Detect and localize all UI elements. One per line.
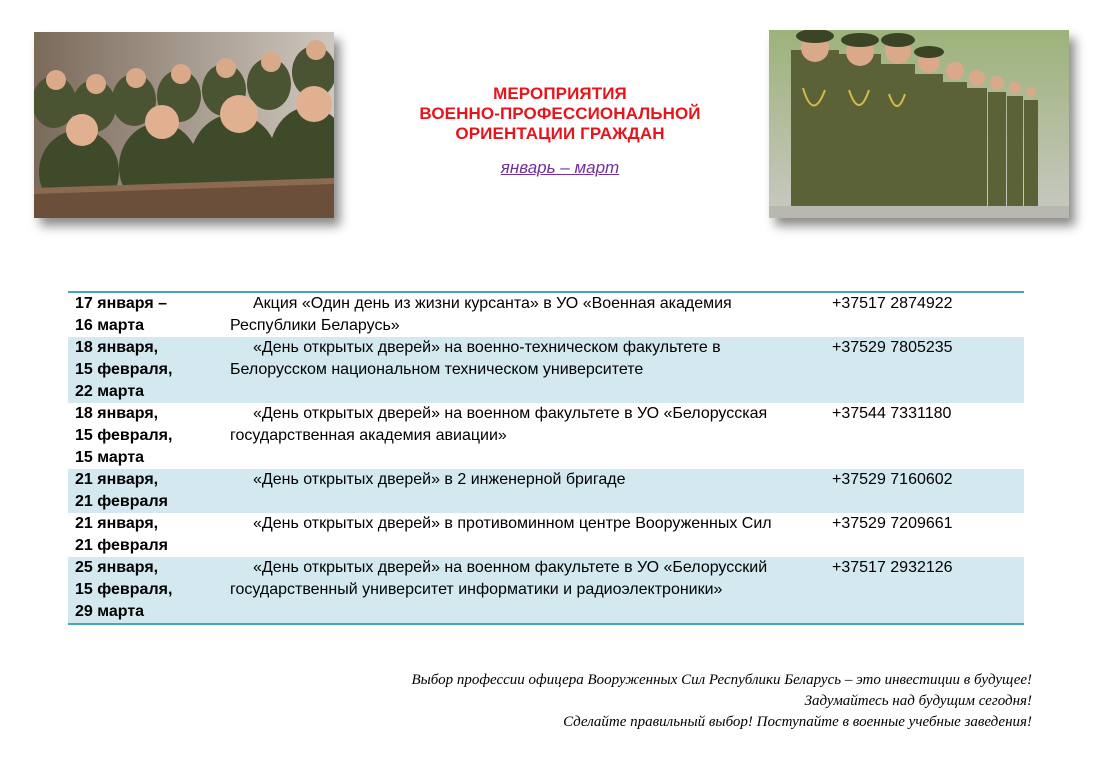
event-row bbox=[68, 557, 1024, 623]
period-link[interactable]: январь – март bbox=[500, 158, 620, 177]
event-dates: 18 января, 15 февраля, 22 марта bbox=[75, 339, 173, 400]
page-title-line-2: ВОЕННО-ПРОФЕССИОНАЛЬНОЙ bbox=[419, 104, 701, 123]
event-dates: 21 января, 21 февраля bbox=[75, 471, 168, 510]
cadets-auditorium-photo bbox=[34, 32, 334, 218]
event-row bbox=[68, 403, 1024, 469]
motto-line-2: Задумайтесь над будущим сегодня! bbox=[804, 693, 1032, 709]
event-phone: +37544 7331180 bbox=[832, 405, 952, 422]
event-row bbox=[68, 337, 1024, 403]
event-dates: 21 января, 21 февраля bbox=[75, 515, 168, 554]
officers-parade-photo bbox=[769, 30, 1069, 218]
motto-line-1: Выбор профессии офицера Вооруженных Сил Республики Беларусь – это инвестиции в будущее! bbox=[411, 672, 1032, 688]
event-description: «День открытых дверей» на военно-техническом факультете в Белорусском национальном техническом университете bbox=[230, 339, 721, 378]
page-header bbox=[360, 84, 760, 178]
page-title-line-3: ОРИЕНТАЦИИ ГРАЖДАН bbox=[455, 124, 665, 143]
event-phone: +37529 7209661 bbox=[832, 515, 953, 532]
event-row bbox=[68, 293, 1024, 337]
event-phone: +37529 7805235 bbox=[832, 339, 953, 356]
event-phone: +37517 2932126 bbox=[832, 559, 953, 576]
event-phone: +37517 2874922 bbox=[832, 295, 953, 312]
event-row bbox=[68, 513, 1024, 557]
event-phone: +37529 7160602 bbox=[832, 471, 953, 488]
event-dates: 18 января, 15 февраля, 15 марта bbox=[75, 405, 173, 466]
events-table bbox=[68, 291, 1024, 625]
event-dates: 25 января, 15 февраля, 29 марта bbox=[75, 559, 173, 620]
page-title-line-1: МЕРОПРИЯТИЯ bbox=[493, 84, 627, 103]
event-description: «День открытых дверей» в 2 инженерной бригаде bbox=[253, 471, 626, 488]
event-description: «День открытых дверей» в противоминном центре Вооруженных Сил bbox=[253, 515, 772, 532]
event-dates: 17 января – 16 марта bbox=[75, 295, 168, 334]
motto-line-3: Сделайте правильный выбор! Поступайте в военные учебные заведения! bbox=[563, 714, 1032, 730]
motto bbox=[411, 670, 1032, 733]
event-row bbox=[68, 469, 1024, 513]
event-description: Акция «Один день из жизни курсанта» в УО «Военная академия Республики Беларусь» bbox=[230, 295, 732, 334]
event-description: «День открытых дверей» на военном факультете в УО «Белорусский государственный университет информатики и радиоэлектроники» bbox=[230, 559, 768, 598]
event-description: «День открытых дверей» на военном факультете в УО «Белорусская государственная академия авиации» bbox=[230, 405, 768, 444]
